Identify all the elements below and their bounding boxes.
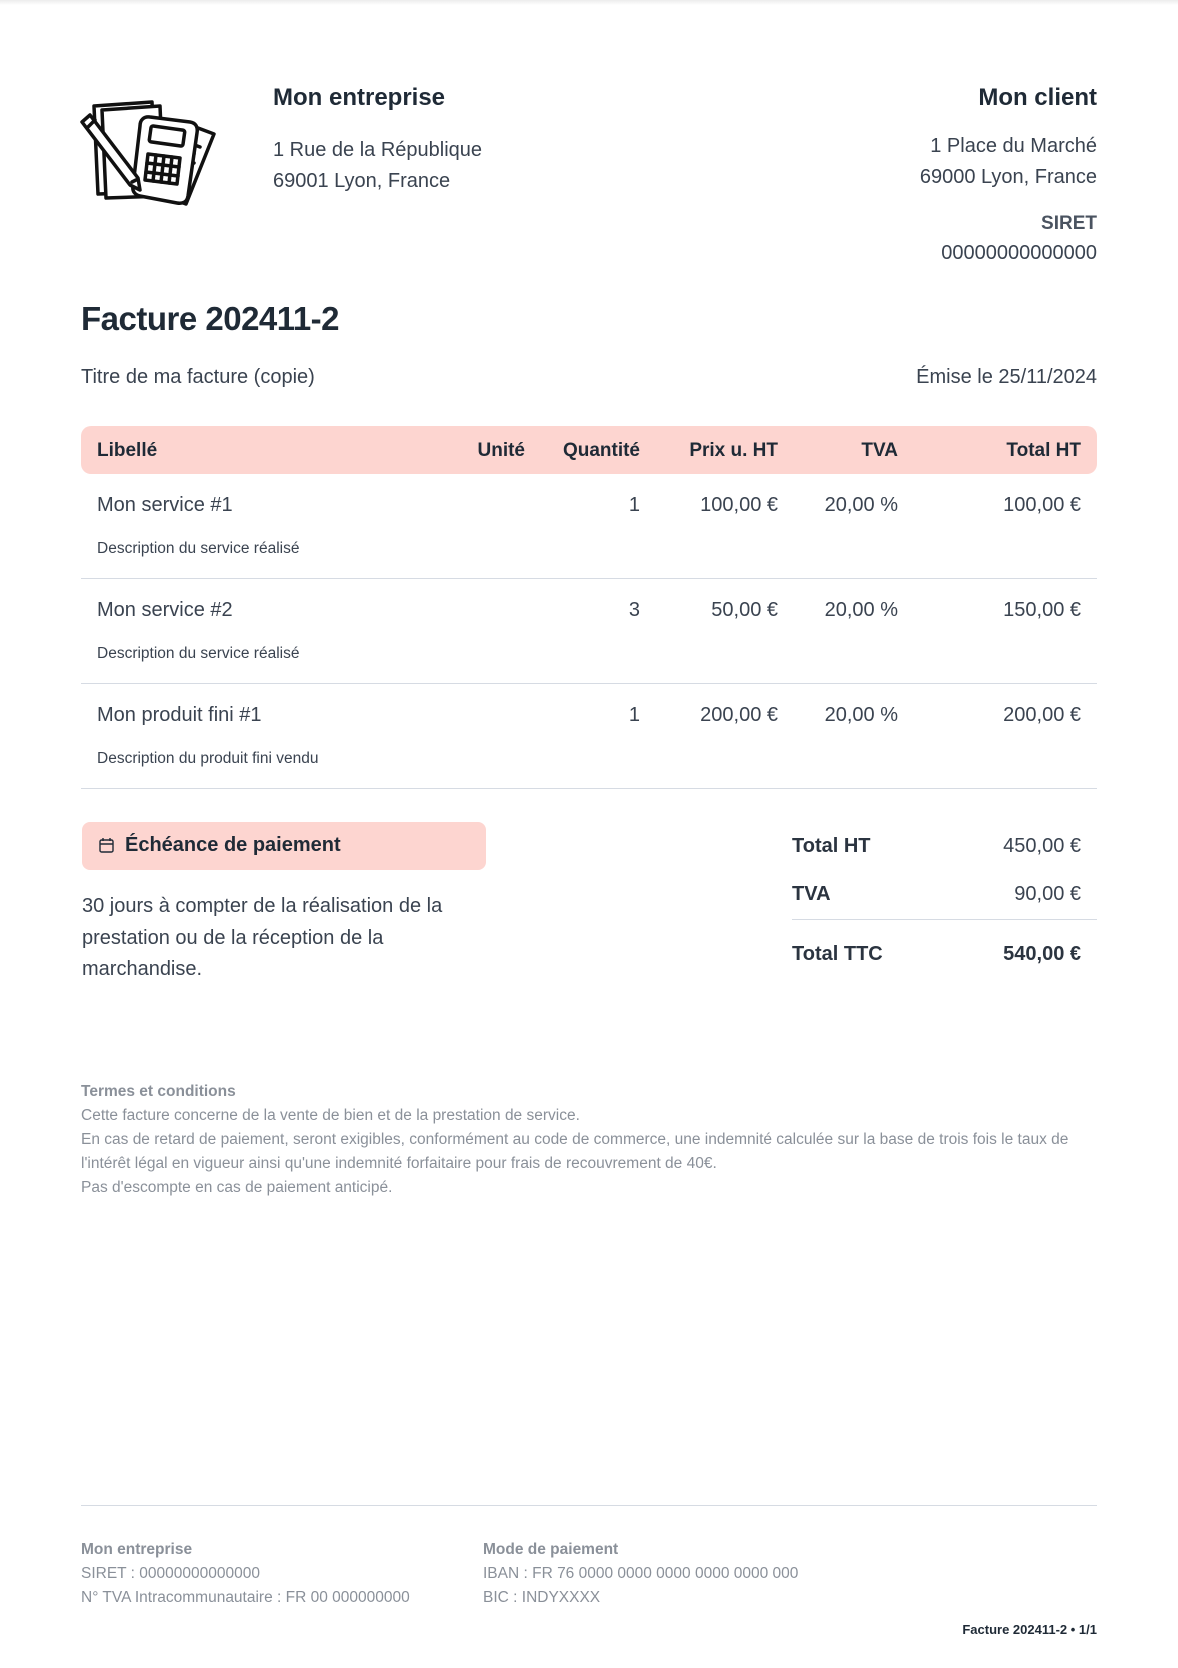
company-address-line1: 1 Rue de la République — [273, 139, 483, 161]
totals-block — [792, 823, 1097, 968]
client-address-line2: 69000 Lyon, France — [919, 166, 1097, 188]
total-ttc-label: Total TTC — [792, 943, 883, 965]
table-row — [81, 579, 1097, 684]
client-block — [920, 84, 1097, 269]
row-total: 150,00 € — [1003, 599, 1081, 621]
items-table-header — [81, 426, 1097, 474]
footer-divider — [81, 1505, 1097, 1506]
company-address — [273, 135, 482, 197]
total-ht-value: 450,00 € — [1003, 835, 1081, 857]
calendar-icon — [99, 837, 114, 853]
row-unit-price: 100,00 € — [700, 494, 778, 516]
row-total: 100,00 € — [1003, 494, 1081, 516]
header-total: Total HT — [1006, 440, 1081, 461]
invoice-issue-date: Émise le 25/11/2024 — [916, 366, 1097, 388]
row-quantity: 1 — [628, 704, 640, 726]
invoice-subtitle: Titre de ma facture (copie) — [81, 366, 315, 388]
footer-company-siret: SIRET : 00000000000000 — [81, 1565, 260, 1582]
footer-iban: IBAN : FR 76 0000 0000 0000 0000 0000 000 — [483, 1565, 799, 1582]
footer-company-vat: N° TVA Intracommunautaire : FR 00 000000000 — [81, 1589, 410, 1606]
payment-due-title: Échéance de paiement — [125, 834, 341, 856]
total-tva-value: 90,00 € — [1014, 883, 1081, 905]
items-table-body — [81, 474, 1097, 789]
terms-and-conditions — [81, 1080, 1097, 1200]
row-unit-price: 200,00 € — [700, 704, 778, 726]
header-label: Libellé — [97, 440, 158, 461]
row-vat: 20,00 % — [824, 599, 898, 621]
row-quantity: 1 — [628, 494, 640, 516]
header-vat: TVA — [861, 440, 898, 461]
payment-due-text: 30 jours à compter de la réalisation de la prestation ou de la réception de la marchandise. — [82, 895, 443, 980]
client-siret-label: SIRET — [1041, 213, 1097, 234]
total-ht-row — [792, 823, 1097, 871]
row-unit-price: 50,00 € — [711, 599, 778, 621]
total-ttc-value: 540,00 € — [1003, 943, 1081, 965]
client-name: Mon client — [978, 84, 1097, 111]
row-label: Mon produit fini #1 — [97, 704, 262, 726]
company-address-line2: 69001 Lyon, France — [273, 170, 451, 192]
total-tva-row — [792, 871, 1097, 919]
header-unit-price: Prix u. HT — [689, 440, 778, 461]
footer-bic: BIC : INDYXXXX — [483, 1589, 601, 1606]
table-row — [81, 684, 1097, 789]
row-description: Description du service réalisé — [97, 540, 300, 557]
header-unit: Unité — [477, 440, 525, 461]
header-quantity: Quantité — [562, 440, 640, 461]
payment-due-header — [82, 822, 486, 870]
row-description: Description du produit fini vendu — [97, 750, 319, 767]
row-label: Mon service #1 — [97, 494, 233, 516]
invoice-title: Facture 202411-2 — [81, 300, 340, 337]
row-total: 200,00 € — [1003, 704, 1081, 726]
terms-line: Pas d'escompte en cas de paiement anticipé. — [81, 1179, 393, 1196]
total-ttc-row — [792, 920, 1097, 968]
footer-company — [81, 1538, 410, 1610]
terms-line: En cas de retard de paiement, seront exigibles, conformément au code de commerce, une indemnité calculée sur la base de trois fois le taux de l'intérêt légal en vigueur ainsi qu'une indemnité forfaitaire pour frais de recouvrement de 40€. — [81, 1131, 1069, 1172]
row-vat: 20,00 % — [824, 704, 898, 726]
page-top-shadow — [0, 0, 1178, 5]
client-address-line1: 1 Place du Marché — [930, 135, 1097, 157]
table-row — [81, 474, 1097, 579]
footer-payment-title: Mode de paiement — [483, 1541, 619, 1558]
calculator-logo-icon — [80, 100, 228, 212]
row-quantity: 3 — [628, 599, 640, 621]
row-description: Description du service réalisé — [97, 645, 300, 662]
page-number-label: Facture 202411-2 • 1/1 — [962, 1622, 1097, 1637]
terms-title: Termes et conditions — [81, 1083, 236, 1100]
footer-company-title: Mon entreprise — [81, 1541, 193, 1558]
row-label: Mon service #2 — [97, 599, 233, 621]
total-ht-label: Total HT — [792, 835, 871, 857]
total-tva-label: TVA — [792, 883, 831, 905]
terms-line: Cette facture concerne de la vente de bien et de la prestation de service. — [81, 1107, 580, 1124]
row-vat: 20,00 % — [824, 494, 898, 516]
footer-payment — [483, 1538, 798, 1610]
company-name: Mon entreprise — [273, 84, 446, 111]
client-siret: 00000000000000 — [941, 242, 1097, 264]
